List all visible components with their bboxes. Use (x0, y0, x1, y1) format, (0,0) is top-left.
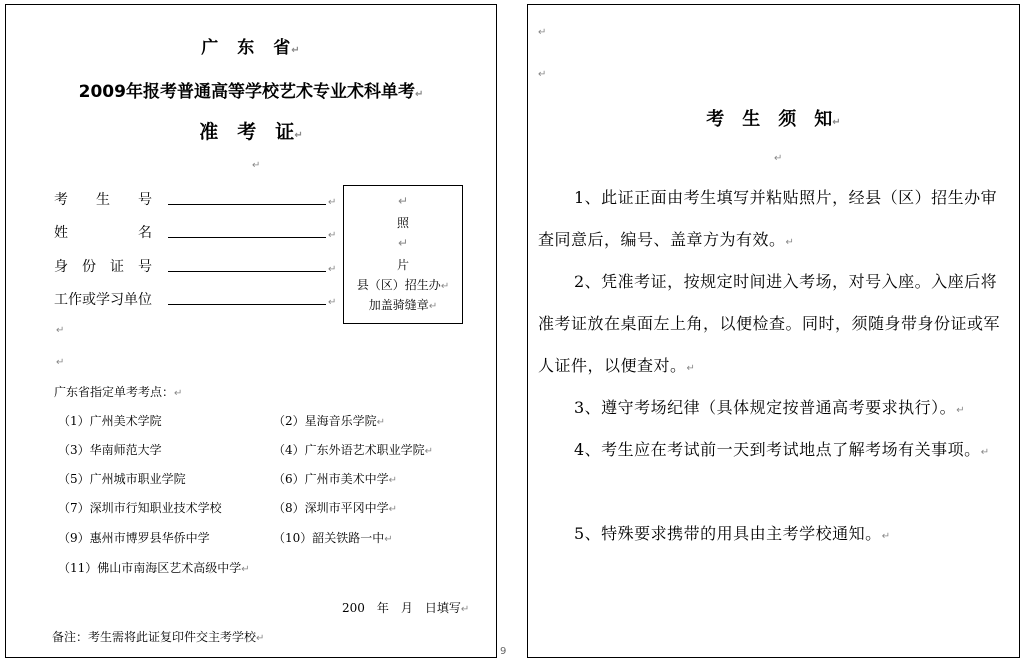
photo-label-2: 片 (396, 258, 409, 272)
venue-item: （4）广东外语艺术职业学院↵ (273, 443, 434, 457)
field-line-id-number[interactable] (168, 271, 326, 272)
exam-title: 2009年报考普通高等学校艺术专业术科单考↵ (78, 82, 424, 102)
field-line-work-unit[interactable] (168, 304, 326, 305)
photo-stamp-note-2: 加盖骑缝章↵ (368, 298, 438, 312)
province-heading: 广 东 省↵ (201, 38, 301, 58)
paragraph-mark: ↵ (397, 236, 409, 250)
photo-stamp-note: 县（区）招生办↵ (356, 278, 450, 292)
card-title: 准 考 证↵ (199, 121, 303, 143)
paragraph-mark: ↵ (56, 325, 65, 336)
field-label-work-unit: 工作或学习单位 (54, 292, 152, 308)
venue-item: （3）华南师范大学 (58, 443, 162, 457)
venue-item: （5）广州城市职业学院 (58, 472, 186, 486)
paragraph-mark: ↵ (397, 194, 409, 208)
notice-item: 5、特殊要求携带的用具由主考学校通知。↵ (574, 524, 891, 543)
venue-item: （7）深圳市行知职业技术学校 (58, 501, 222, 515)
venue-item: （2）星海音乐学院↵ (273, 414, 386, 428)
venues-heading: 广东省指定单考考点：↵ (54, 385, 183, 399)
paragraph-mark: ↵ (538, 27, 547, 38)
venue-item: （1）广州美术学院 (58, 414, 162, 428)
field-label-id-number: 身 份 证 号 (54, 259, 152, 275)
notice-item: 3、遵守考场纪律（具体规定按普通高考要求执行）。↵ (574, 398, 966, 417)
paragraph-mark: ↵ (538, 69, 547, 80)
notice-item: 2、凭准考证，按规定时间进入考场，对号入座。入座后将准考证放在桌面左上角，以便检查。同时，须随身带身份证或军人证件，以便查对。↵ (538, 272, 1001, 375)
paragraph-mark: ↵ (774, 153, 783, 164)
paragraph-mark: ↵ (328, 264, 337, 275)
paragraph-mark: ↵ (328, 230, 337, 241)
venue-item: （10）韶关铁路一中↵ (273, 531, 393, 545)
paragraph-mark: ↵ (328, 197, 337, 208)
photo-box (343, 185, 463, 324)
admission-card-front-page (5, 4, 497, 658)
paragraph-mark: ↵ (56, 357, 65, 368)
venue-item: （8）深圳市平冈中学↵ (273, 501, 398, 515)
notice-title: 考 生 须 知↵ (706, 109, 841, 130)
photo-label: 照 (396, 216, 409, 230)
paragraph-mark: ↵ (252, 160, 261, 171)
venue-item: （11）佛山市南海区艺术高级中学↵ (58, 561, 250, 575)
exam-notice-page (527, 4, 1020, 658)
notice-item: 4、考生应在考试前一天到考试地点了解考场有关事项。↵ (574, 440, 990, 459)
notice-item: 1、此证正面由考生填写并粘贴照片，经县（区）招生办审查同意后，编号、盖章方为有效。↵ (538, 188, 998, 249)
page-number: 9 (500, 646, 507, 657)
fill-date: 200 年 月 日填写↵ (342, 601, 470, 615)
paragraph-mark: ↵ (328, 297, 337, 308)
field-label-exam-number: 考 生 号 (54, 192, 152, 208)
venue-item: （9）惠州市博罗县华侨中学 (58, 531, 210, 545)
remark: 备注：考生需将此证复印件交主考学校↵ (52, 630, 265, 644)
field-line-name[interactable] (168, 237, 326, 238)
venue-item: （6）广州市美术中学↵ (273, 472, 398, 486)
field-line-exam-number[interactable] (168, 204, 326, 205)
field-label-name: 姓 名 (54, 225, 152, 241)
